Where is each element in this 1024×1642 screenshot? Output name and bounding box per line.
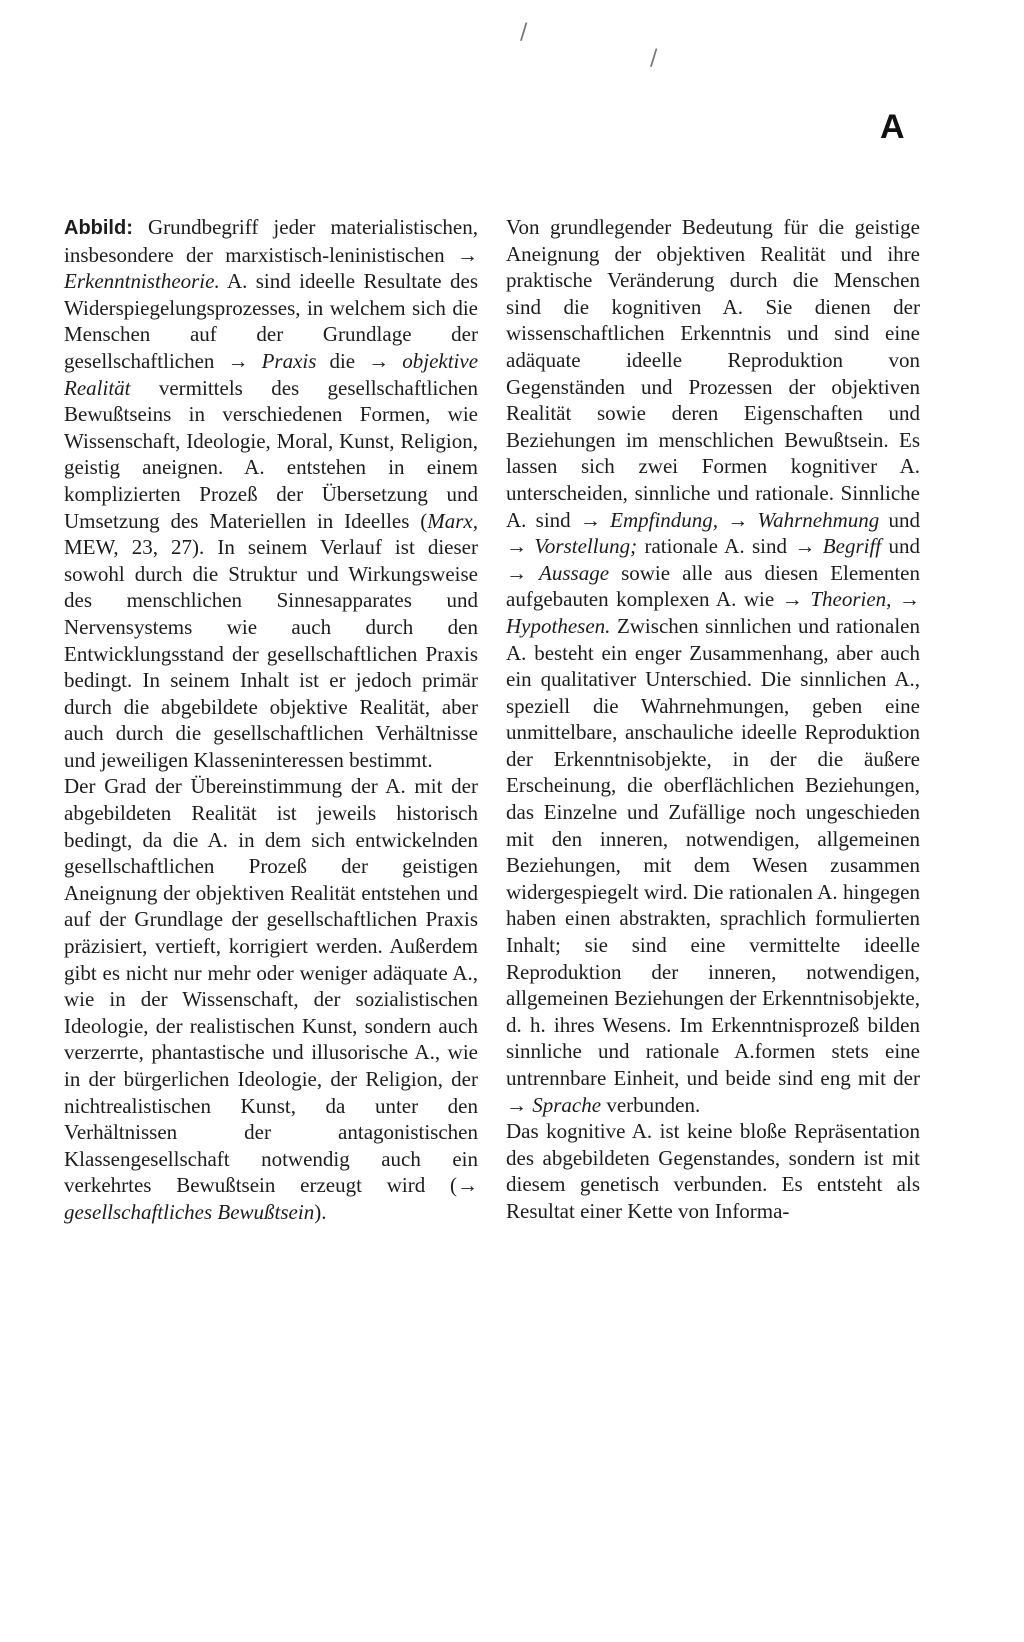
italic-term: Erkenntnistheorie. xyxy=(64,269,220,294)
cross-reference-arrow-icon: → xyxy=(579,507,611,532)
italic-term: Praxis xyxy=(261,348,317,373)
text-run: verbunden. xyxy=(601,1092,701,1117)
italic-term: Empfindung, xyxy=(610,507,719,532)
text-run: sowie alle aus diesen Elementen aufgebauten komplexen A. wie xyxy=(506,560,920,612)
italic-term: Begriff xyxy=(822,534,882,559)
cross-reference-arrow-icon: → xyxy=(727,507,758,532)
text-run: und xyxy=(881,534,921,559)
cross-reference-arrow-icon: → xyxy=(368,348,403,373)
italic-term: Wahrnehmung xyxy=(757,507,880,532)
italic-term: Aussage xyxy=(539,560,610,585)
scan-mark: / xyxy=(520,20,528,45)
cross-reference-arrow-icon: → xyxy=(457,242,478,267)
italic-term: Marx, xyxy=(427,508,478,533)
italic-term: Sprache xyxy=(532,1092,602,1117)
scan-mark: / xyxy=(650,46,658,71)
section-letter: A xyxy=(880,108,905,146)
text-run: und xyxy=(879,507,920,532)
paragraph xyxy=(64,214,478,773)
cross-reference-arrow-icon: → xyxy=(457,1173,478,1198)
italic-term: Vorstellung; xyxy=(534,534,638,559)
text-run: Das kognitive A. ist keine bloße Repräsentation des abgebildeten Gegenstandes, sondern ist mit diesem genetisch verbunden. Es entsteht als Resultat einer Kette von Informa- xyxy=(506,1119,920,1223)
paragraph xyxy=(506,1118,920,1224)
cross-reference-arrow-icon: → xyxy=(506,1092,533,1117)
cross-reference-arrow-icon: → xyxy=(506,560,540,585)
text-run: A. sind ideelle Resultate des Widerspiegelungsprozesses, in welchem sich die Menschen auf der Grundlage der gesellschaftlichen xyxy=(64,269,478,373)
paragraph xyxy=(506,214,920,1118)
cross-reference-arrow-icon: → xyxy=(506,534,535,559)
text-run: die xyxy=(316,348,369,373)
text-run: Von grundlegender Bedeutung für die geistige Aneignung der objektiven Realität und ihre praktische Veränderung durch die Menschen sind die kognitiven A. Sie dienen der wissenschaftlichen Erkenntnis und sind eine adäquate ideelle Reproduktion von Gegenständen und Prozessen der objektiven Realität sowie deren Eigenschaften und Beziehungen im menschlichen Bewußtsein. Es lassen sich zwei Formen kognitiver A. unterscheiden, sinnliche und rationale. Sinnliche A. sind xyxy=(506,215,920,532)
cross-reference-arrow-icon: → xyxy=(899,587,921,612)
cross-reference-arrow-icon: → xyxy=(781,587,811,612)
text-run xyxy=(718,508,727,532)
left-column xyxy=(64,214,478,1226)
italic-term: gesellschaftliches Bewußtsein xyxy=(64,1199,315,1224)
entry-lemma: Abbild: xyxy=(64,217,133,239)
text-run: ). xyxy=(314,1199,327,1224)
text-run xyxy=(891,587,899,611)
text-run: MEW, 23, 27). In seinem Verlauf ist dieser sowohl durch die Struktur und Wirkungsweise des menschlichen Sinnesapparates und Nervensystems wie auch durch den Entwicklungsstand der gesellschaftlichen Praxis bedingt. In seinem Inhalt ist er jedoch primär durch die abgebildete objektive Realität, aber auch durch die gesellschaftlichen Verhältnisse und jeweiligen Klasseninteressen bestimmt. xyxy=(64,535,478,772)
text-run: vermittels des gesellschaftlichen Bewußtseins in verschiedenen Formen, wie Wissenschaft, Ideologie, Moral, Kunst, Religion, geistig aneignen. A. entstehen in einem komplizierten Prozeß der Übersetzung und Umsetzung des Materiellen in Ideelles ( xyxy=(64,375,478,533)
text-run: rationale A. sind xyxy=(637,534,795,559)
italic-term: Hypothesen. xyxy=(506,613,611,638)
text-run: Der Grad der Übereinstimmung der A. mit der abgebildeten Realität ist jeweils historisch bedingt, da die A. in dem sich entwickelnden gesellschaftlichen Prozeß der geistigen Aneignung der objektiven Realität entstehen und auf der Grundlage der gesellschaftlichen Praxis präzisiert, vertieft, korrigiert werden. Außerdem gibt es nicht nur mehr oder weniger adäquate A., wie in der Wissenschaft, der sozialistischen Ideologie, der realistischen Kunst, sondern auch verzerrte, phantastische und illusorische A., wie in der bürgerlichen Ideologie, der Religion, der nichtrealistischen Kunst, da unter den Verhältnissen der antagonistischen Klassengesellschaft notwendig auch ein verkehrtes Bewußtsein erzeugt wird ( xyxy=(64,774,478,1198)
italic-term: Theorien, xyxy=(810,587,892,612)
right-column xyxy=(506,214,920,1225)
italic-term: objektive Realität xyxy=(64,348,479,400)
cross-reference-arrow-icon: → xyxy=(794,534,823,559)
cross-reference-arrow-icon: → xyxy=(227,348,262,373)
paragraph xyxy=(64,773,478,1225)
text-run: Zwischen sinnlichen und rationalen A. besteht ein enger Zusammenhang, aber auch ein qualitativer Unterschied. Die sinnlichen A., speziell die Wahrnehmungen, geben eine unmittelbare, anschauliche ideelle Reproduktion der Erkenntnisobjekte, in der die äußere Erscheinung, die oberflächlichen Beziehungen, das Einzelne und Zufällige noch ungeschieden mit den inneren, notwendigen, allgemeinen Beziehungen, mit dem Wesen zusammen widergespiegelt wird. Die rationalen A. hingegen haben einen abstrakten, sprachlich formulierten Inhalt; sie sind eine vermittelte ideelle Reproduktion der inneren, notwendigen, allgemeinen Beziehungen der Erkenntnisobjekte, d. h. ihres Wesens. Im Erkenntnisprozeß bilden sinnliche und rationale A.formen stets eine untrennbare Einheit, und beide sind eng mit der xyxy=(506,613,920,1090)
text-run: Grundbegriff jeder materialistischen, insbesondere der marxistisch-leninistischen xyxy=(64,215,478,267)
